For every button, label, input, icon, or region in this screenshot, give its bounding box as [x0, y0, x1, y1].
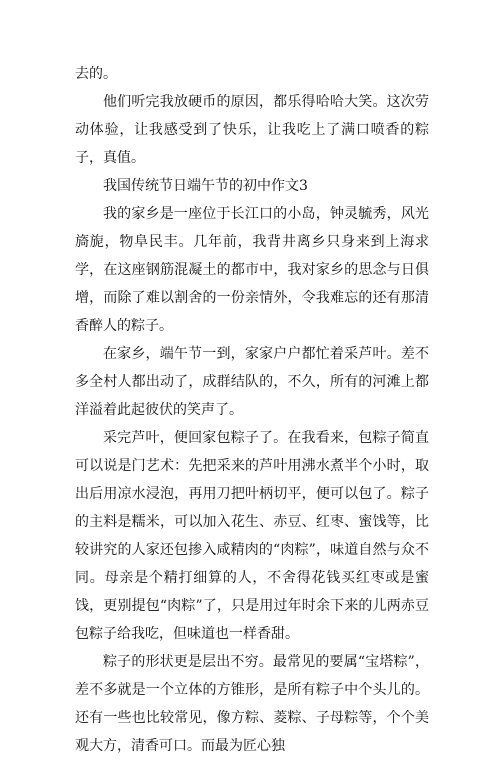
paragraph-5: 采完芦叶，便回家包粽子了。在我看来，包粽子简直可以说是门艺术：先把采来的芦叶用沸水煮半个小时，取出后用凉水浸泡，再用刀把叶柄切平，便可以包了。粽子的主料是糯米，可以加入花生、赤豆、红枣、蜜饯等，比较讲究的人家还包掺入咸精肉的“肉粽”，味道自然与众不同。母亲是个精打细算的人，不舍得花钱买红枣或是蜜饯，更别提包“肉粽”了，只是用过年时余下来的儿两赤豆包粽子给我吃，但味道也一样香甜。 [75, 430, 429, 642]
paragraph-1: 去的。 [75, 66, 117, 82]
paragraph-3: 我的家乡是一座位于长江口的小岛，钟灵毓秀，风光旖旎，物阜民丰。几年前，我背井离乡只身来到上海求学，在这座钢筋混凝土的都市中，我对家乡的思念与日俱增，而除了难以割舍的一份亲情外，令我难忘的还有那清香醉人的粽子。 [75, 206, 429, 334]
section-title: 我国传统节日端午节的初中作文3 [103, 178, 308, 194]
paragraph-4: 在家乡，端午节一到，家家户户都忙着采芦叶。差不多全村人都出动了，成群结队的，不久，所有的河滩上都洋溢着此起彼伏的笑声了。 [75, 346, 429, 418]
paragraph-2: 他们听完我放硬币的原因，都乐得哈哈大笑。这次劳动体验，让我感受到了快乐，让我吃上了满口喷香的粽子，真值。 [75, 94, 429, 166]
paragraph-6: 粽子的形状更是层出不穷。最常见的要属“宝塔粽”，差不多就是一个立体的方锥形，是所有粽子中个头儿的。还有一些也比较常见，像方粽、菱粽、子母粽等，个个美观大方，清香可口。而最为匠心独 [75, 654, 429, 754]
document-body [75, 60, 429, 760]
